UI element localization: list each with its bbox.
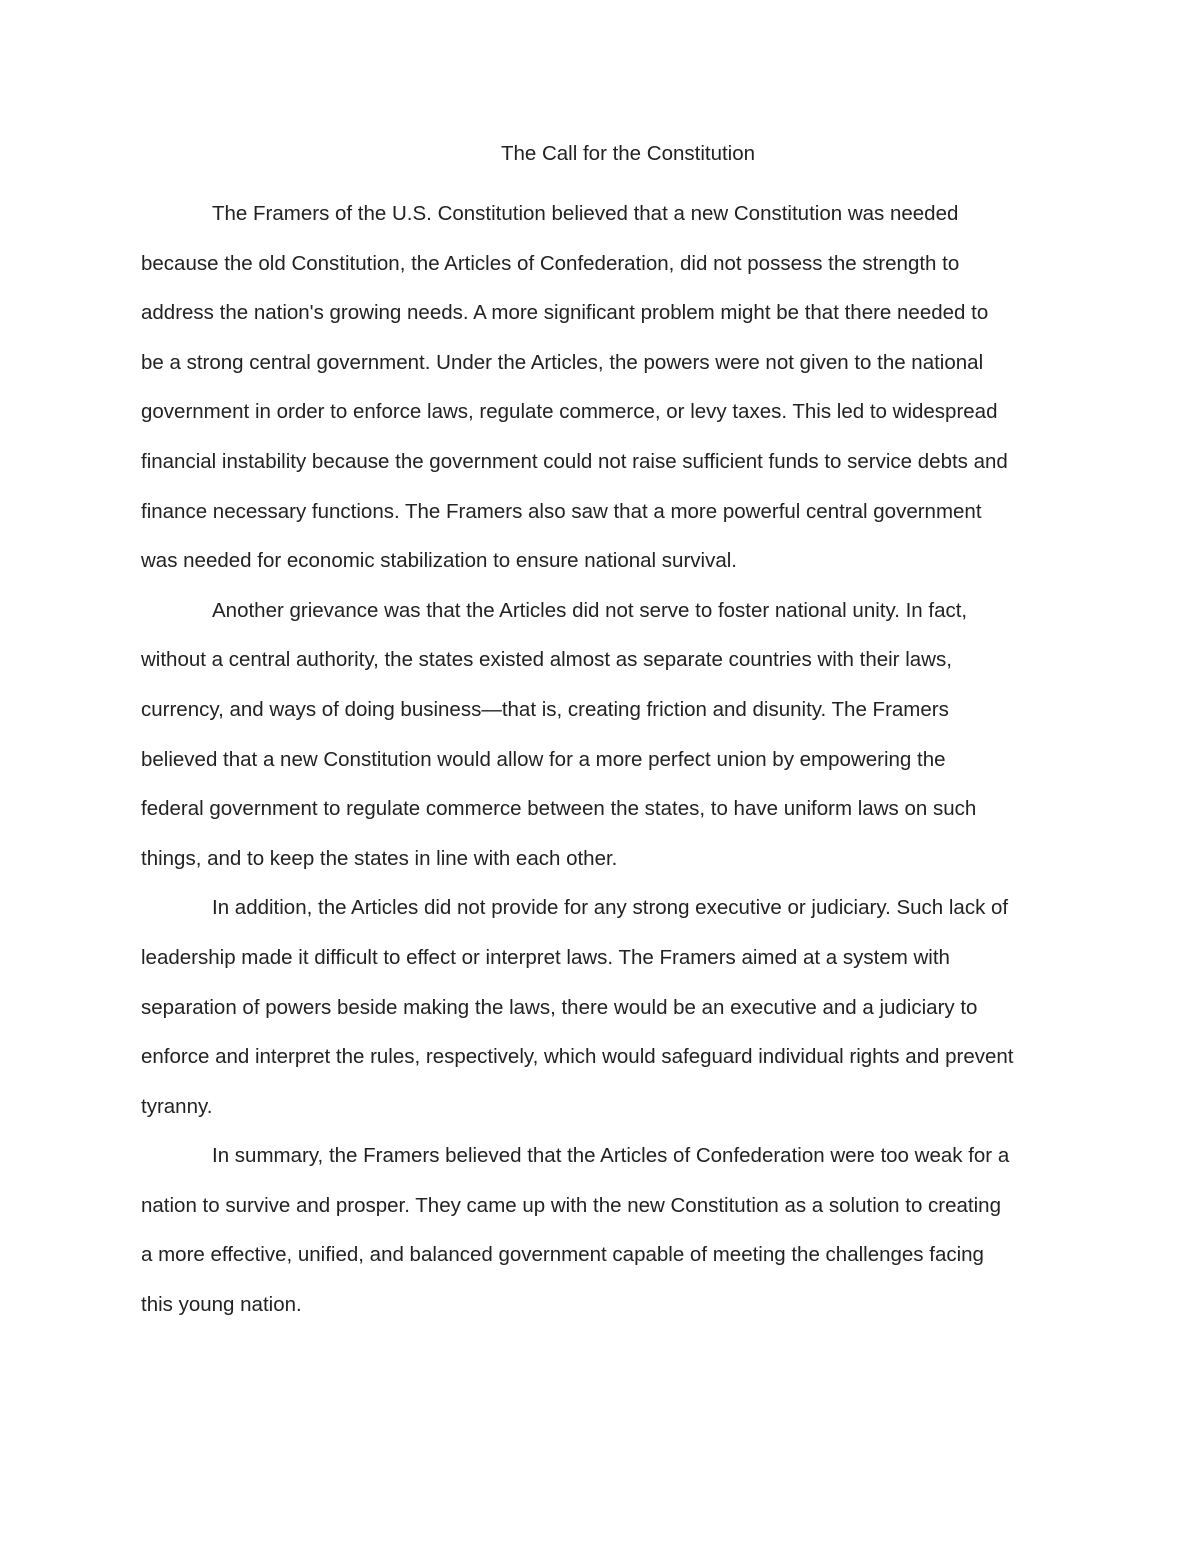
paragraph-line: In summary, the Framers believed that the Articles of Confederation were too weak for a (212, 1144, 1010, 1168)
paragraph-line: address the nation's growing needs. A more significant problem might be that there needed to (141, 301, 989, 325)
paragraph (141, 1131, 1071, 1329)
paragraph-line: finance necessary functions. The Framers also saw that a more powerful central government (141, 499, 982, 523)
paragraph-line: leadership made it difficult to effect or interpret laws. The Framers aimed at a system with (141, 945, 950, 969)
paragraph-line: currency, and ways of doing business—that is, creating friction and disunity. The Framers (141, 697, 949, 721)
paragraph-line: believed that a new Constitution would allow for a more perfect union by empowering the (141, 747, 946, 771)
paragraph-line: because the old Constitution, the Articles of Confederation, did not possess the strength to (141, 251, 960, 275)
paragraph-line: federal government to regulate commerce between the states, to have uniform laws on such (141, 797, 977, 821)
paragraph (141, 189, 1071, 586)
paragraph-line: this young nation. (141, 1293, 302, 1317)
paragraph-line: separation of powers beside making the laws, there would be an executive and a judiciary to (141, 995, 978, 1019)
document-body (141, 189, 1071, 1330)
paragraph-line: tyranny. (141, 1094, 213, 1118)
paragraph (141, 883, 1071, 1131)
document-title: The Call for the Constitution (500, 142, 756, 165)
paragraph (141, 586, 1071, 884)
paragraph-line: be a strong central government. Under the Articles, the powers were not given to the national (141, 350, 984, 374)
paragraph-line: government in order to enforce laws, regulate commerce, or levy taxes. This led to widespread (141, 400, 998, 424)
paragraph-line: nation to survive and prosper. They came up with the new Constitution as a solution to creating (141, 1193, 1001, 1217)
paragraph-line: financial instability because the government could not raise sufficient funds to service debts and (141, 449, 1008, 473)
paragraph-line: things, and to keep the states in line with each other. (141, 846, 618, 870)
paragraph-line: a more effective, unified, and balanced government capable of meeting the challenges facing (141, 1243, 984, 1267)
paragraph-line: enforce and interpret the rules, respectively, which would safeguard individual rights and prevent (141, 1045, 1014, 1069)
paragraph-line: Another grievance was that the Articles did not serve to foster national unity. In fact, (212, 598, 968, 622)
paragraph-line: In addition, the Articles did not provide for any strong executive or judiciary. Such lack of (212, 896, 1009, 920)
paragraph-line: The Framers of the U.S. Constitution believed that a new Constitution was needed (212, 202, 959, 225)
paragraph-line: was needed for economic stabilization to ensure national survival. (141, 549, 737, 573)
paragraph-line: without a central authority, the states existed almost as separate countries with their laws, (141, 648, 952, 672)
